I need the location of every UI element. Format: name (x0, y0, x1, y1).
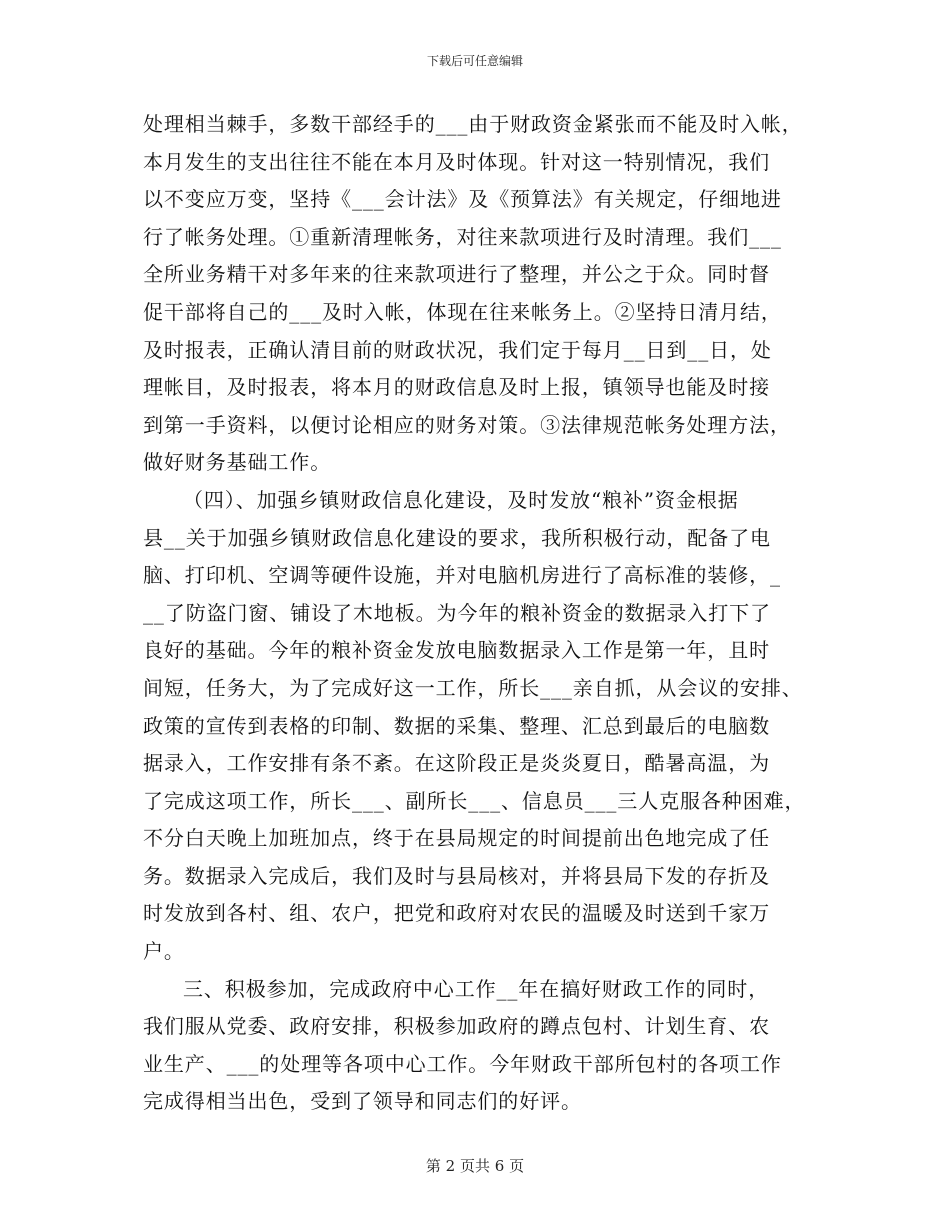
text-line: 完成得相当出色，受到了领导和同志们的好评。 (143, 1089, 582, 1114)
text-line: 到第一手资料，以便讨论相应的财务对策。③法律规范帐务处理方法， (143, 412, 791, 437)
page-header: 下载后可任意编辑 (426, 54, 523, 68)
section-heading-line: 三、积极参加，完成政府中心工作__年在搞好财政工作的同时， (183, 976, 770, 1001)
text-line: 促干部将自己的___及时入帐，体现在往来帐务上。②坚持日清月结， (143, 299, 782, 324)
text-line: 县__关于加强乡镇财政信息化建设的要求，我所积极行动，配备了电 (143, 525, 771, 550)
page-footer: 第 2 页共 6 页 (425, 1157, 525, 1175)
text-line: 及时报表，正确认清目前的财政状况，我们定于每月__日到__日，处 (143, 337, 772, 362)
text-line: 行了帐务处理。①重新清理帐务，对往来款项进行及时清理。我们___ (143, 224, 782, 249)
text-line: 政策的宣传到表格的印制、数据的采集、整理、汇总到最后的电脑数 (143, 713, 770, 738)
text-line: 不分白天晚上加班加点，终于在县局规定的时间提前出色地完成了任 (143, 826, 770, 851)
text-line: __了防盗门窗、铺设了木地板。为今年的粮补资金的数据录入打下了 (143, 600, 771, 625)
text-line: 我们服从党委、政府安排，积极参加政府的蹲点包村、计划生育、农 (143, 1014, 770, 1039)
text-line: 时发放到各村、组、农户，把党和政府对农民的温暖及时送到千家万 (143, 901, 770, 926)
text-line: 户。 (143, 939, 185, 964)
text-line: 以不变应万变，坚持《___会计法》及《预算法》有关规定，仔细地进 (143, 187, 782, 212)
text-line: 处理相当棘手，多数干部经手的___由于财政资金紧张而不能及时入帐， (143, 112, 803, 136)
text-line: 本月发生的支出往往不能在本月及时体现。针对这一特别情况，我们 (143, 149, 770, 174)
text-line: 了完成这项工作，所长___、副所长___、信息员___三人克服各种困难， (143, 788, 806, 813)
text-line: 理帐目，及时报表，将本月的财政信息及时上报，镇领导也能及时接 (143, 375, 770, 400)
text-line: 全所业务精干对多年来的往来款项进行了整理，并公之于众。同时督 (143, 262, 770, 287)
text-line: 间短，任务大，为了完成好这一工作，所长___亲自抓，从会议的安排、 (143, 675, 803, 700)
text-line: 业生产、___的处理等各项中心工作。今年财政干部所包村的各项工作 (143, 1051, 782, 1076)
text-line: 据录入，工作安排有条不紊。在这阶段正是炎炎夏日，酷暑高温，为 (143, 751, 770, 776)
text-line: 做好财务基础工作。 (143, 450, 332, 475)
section-heading-line: （四）、加强乡镇财政信息化建设，及时发放“粮补”资金根据 (183, 487, 739, 512)
document-body (143, 106, 813, 1121)
text-line: 务。数据录入完成后，我们及时与县局核对，并将县局下发的存折及 (143, 863, 770, 888)
text-line: 良好的基础。今年的粮补资金发放电脑数据录入工作是第一年，且时 (143, 638, 770, 663)
text-line: 脑、打印机、空调等硬件设施，并对电脑机房进行了高标准的装修，_ (143, 563, 781, 588)
